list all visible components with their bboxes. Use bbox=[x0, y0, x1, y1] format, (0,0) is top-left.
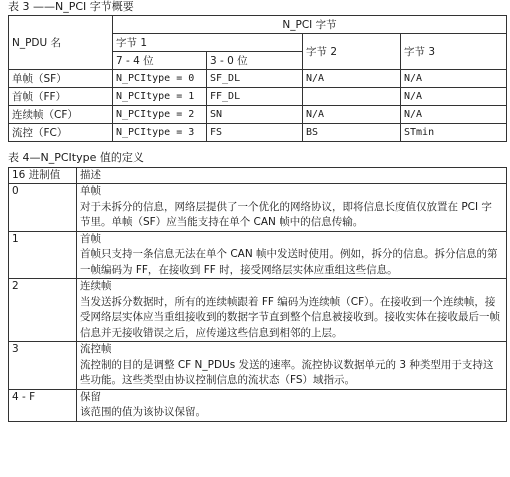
row-cell: N/A bbox=[401, 88, 507, 106]
description-body: 该范围的值为该协议保留。 bbox=[80, 406, 206, 418]
description-body: 当发送拆分数据时，所有的连续帧跟着 FF 编码为连续帧（CF）。在接收到一个连续帧，接受网络层实体应当重组接收到的数据字节直到整个信息被接收到。接收实体在接收最后一帧信息并无接收错误之后，应传递这些信息到相邻的上层。 bbox=[80, 295, 500, 339]
row-name: 流控（FC） bbox=[9, 124, 113, 142]
table-row bbox=[9, 88, 507, 106]
description-title: 单帧 bbox=[80, 185, 101, 197]
row-cell: STmin bbox=[401, 124, 507, 142]
description-cell bbox=[77, 389, 507, 421]
row-name: 首帧（FF） bbox=[9, 88, 113, 106]
description-body: 首帧只支持一条信息无法在单个 CAN 帧中发送时使用。例如，拆分的信息。拆分信息的第一帧编码为 FF，在接收到 FF 时，接受网络层实体应重组这些信息。 bbox=[80, 248, 498, 276]
hex-value: 4 - F bbox=[9, 389, 77, 421]
hex-value: 3 bbox=[9, 342, 77, 390]
header-bits-7-4: 7 - 4 位 bbox=[113, 52, 207, 70]
header-byte2: 字节 2 bbox=[303, 34, 401, 70]
row-name: 单帧（SF） bbox=[9, 70, 113, 88]
description-body: 流控制的目的是调整 CF N_PDUs 发送的速率。流控协议数据单元的 3 种类型用于支持这些功能。这些类型由协议控制信息的流状态（FS）域指示。 bbox=[80, 358, 494, 386]
table-row bbox=[9, 389, 507, 421]
row-cell: N/A bbox=[303, 70, 401, 88]
table-row bbox=[9, 342, 507, 390]
description-title: 保留 bbox=[80, 390, 101, 403]
hex-value: 1 bbox=[9, 231, 77, 279]
table-row bbox=[9, 124, 507, 142]
row-cell: SF_DL bbox=[207, 70, 303, 88]
description-title: 流控帧 bbox=[80, 343, 112, 355]
row-cell: N_PCItype = 0 bbox=[113, 70, 207, 88]
description-cell bbox=[77, 231, 507, 279]
description-title: 首帧 bbox=[80, 232, 101, 245]
table-row bbox=[9, 184, 507, 232]
row-cell: N_PCItype = 2 bbox=[113, 106, 207, 124]
header-byte1: 字节 1 bbox=[113, 34, 303, 52]
description-cell bbox=[77, 279, 507, 342]
description-cell bbox=[77, 342, 507, 390]
row-cell: N/A bbox=[303, 106, 401, 124]
row-cell: FS bbox=[207, 124, 303, 142]
description-cell bbox=[77, 184, 507, 232]
row-cell: BS bbox=[303, 124, 401, 142]
hex-value: 0 bbox=[9, 184, 77, 232]
npci-byte-summary-table bbox=[8, 15, 507, 142]
description-body: 对于未拆分的信息，网络层提供了一个优化的网络协议，即将信息长度值仅放置在 PCI 字节里。单帧（SF）应当能支持在单个 CAN 帧中的信息传输。 bbox=[80, 200, 492, 228]
row-cell: SN bbox=[207, 106, 303, 124]
npci-type-definition-table bbox=[8, 167, 507, 422]
header-description: 描述 bbox=[77, 168, 507, 184]
header-byte3: 字节 3 bbox=[401, 34, 507, 70]
table-row bbox=[9, 231, 507, 279]
row-cell: N/A bbox=[401, 70, 507, 88]
header-bits-3-0: 3 - 0 位 bbox=[207, 52, 303, 70]
header-hex-value: 16 进制值 bbox=[9, 168, 77, 184]
row-cell bbox=[303, 88, 401, 106]
row-cell: N/A bbox=[401, 106, 507, 124]
header-npci-bytes: N_PCI 字节 bbox=[113, 16, 507, 34]
table-row bbox=[9, 279, 507, 342]
header-npdu-name: N_PDU 名 bbox=[9, 16, 113, 70]
hex-value: 2 bbox=[9, 279, 77, 342]
row-cell: N_PCItype = 1 bbox=[113, 88, 207, 106]
table3-caption: 表 3 ——N_PCI 字节概要 bbox=[8, 0, 134, 13]
row-name: 连续帧（CF） bbox=[9, 106, 113, 124]
table-row bbox=[9, 70, 507, 88]
table4-caption: 表 4—N_PCItype 值的定义 bbox=[8, 151, 144, 164]
table-row bbox=[9, 106, 507, 124]
row-cell: N_PCItype = 3 bbox=[113, 124, 207, 142]
row-cell: FF_DL bbox=[207, 88, 303, 106]
description-title: 连续帧 bbox=[80, 280, 112, 292]
